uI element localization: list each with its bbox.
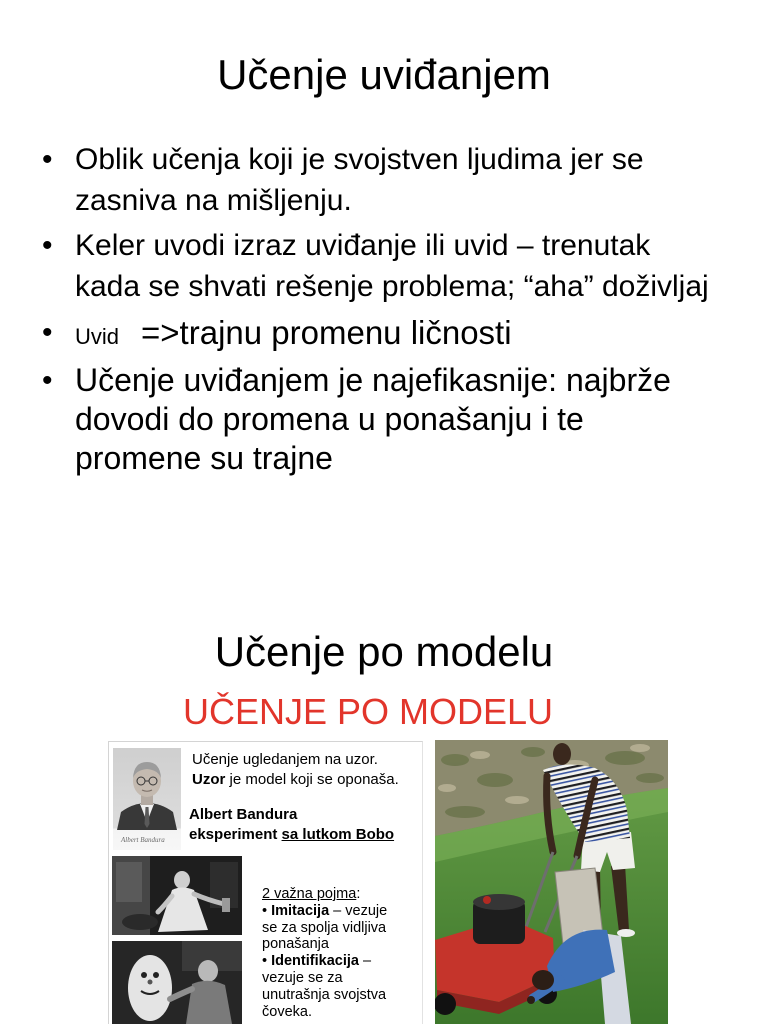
experiment-name: sa lutkom Bobo [281, 826, 395, 843]
concepts-heading-text: 2 važna pojma [262, 886, 357, 902]
experiment-line [189, 825, 394, 845]
intro-line: Učenje ugledanjem na uzor. [192, 751, 378, 768]
slide-title: Učenje uviđanjem [217, 51, 551, 98]
concepts-heading [262, 886, 387, 903]
concept-text: – [362, 953, 372, 970]
concept-line: vezuje se za [262, 969, 343, 986]
bullet-item [0, 313, 768, 360]
concept-line: čoveka. [262, 1003, 312, 1020]
bullet-marker [42, 313, 53, 353]
bullet-text: =>trajnu promenu ličnosti [141, 314, 512, 351]
figure-heading: UČENJE PO MODELU [182, 691, 554, 732]
concept-term: Identifikacija [271, 953, 359, 970]
bullet-marker [42, 225, 53, 266]
concept-item [262, 953, 387, 970]
concept-line: se za spolja vidljiva [262, 919, 387, 936]
bullet-line [0, 313, 768, 360]
concepts-heading-suffix: : [356, 886, 361, 902]
slide-title: Učenje po modelu [214, 628, 554, 675]
bullet-line: zasniva na mišljenju. [75, 184, 352, 217]
portrait-photo [113, 748, 181, 850]
bullet-lead-word: Uvid [75, 324, 120, 349]
bullet-marker [42, 361, 53, 400]
bullet-line: Oblik učenja koji je svojstven ljudima jer se [75, 143, 644, 176]
person-name: Albert Bandura [189, 806, 298, 823]
concept-text: – vezuje [333, 902, 388, 919]
concept-term: Imitacija [271, 902, 330, 919]
key-concepts [262, 886, 387, 1020]
intro-text [192, 750, 399, 790]
bullet-line: Keler uvodi izraz uviđanje ili uvid – trenutak [75, 229, 651, 262]
bullet-item [0, 139, 768, 221]
intro-bold-word: Uzor [192, 771, 226, 788]
bullet-marker [42, 139, 53, 180]
concept-line: ponašanja [262, 936, 329, 953]
bullet-line: promene su trajne [75, 440, 333, 476]
intro-line-rest: je model koji se oponaša. [229, 771, 399, 788]
intro-line [192, 770, 399, 790]
bobo-doll-photo [112, 941, 242, 1024]
experiment-prefix: eksperiment [189, 826, 278, 843]
bullet-item [0, 225, 768, 307]
person-info [189, 805, 394, 845]
bullet-line: Učenje uviđanjem je najefikasnije: najbrže [75, 362, 671, 398]
concept-item [262, 903, 387, 920]
lawn-mowing-photo [435, 740, 668, 1024]
bullet-line: dovodi do promena u ponašanju i te [75, 401, 584, 437]
concept-line: unutrašnja svojstva [262, 986, 387, 1003]
bullet-item [0, 361, 768, 478]
photo-signature: Albert Bandura [121, 836, 165, 844]
bullet-line: kada se shvati rešenje problema; “aha” doživljaj [75, 270, 709, 303]
bobo-experiment-photo [112, 856, 242, 935]
